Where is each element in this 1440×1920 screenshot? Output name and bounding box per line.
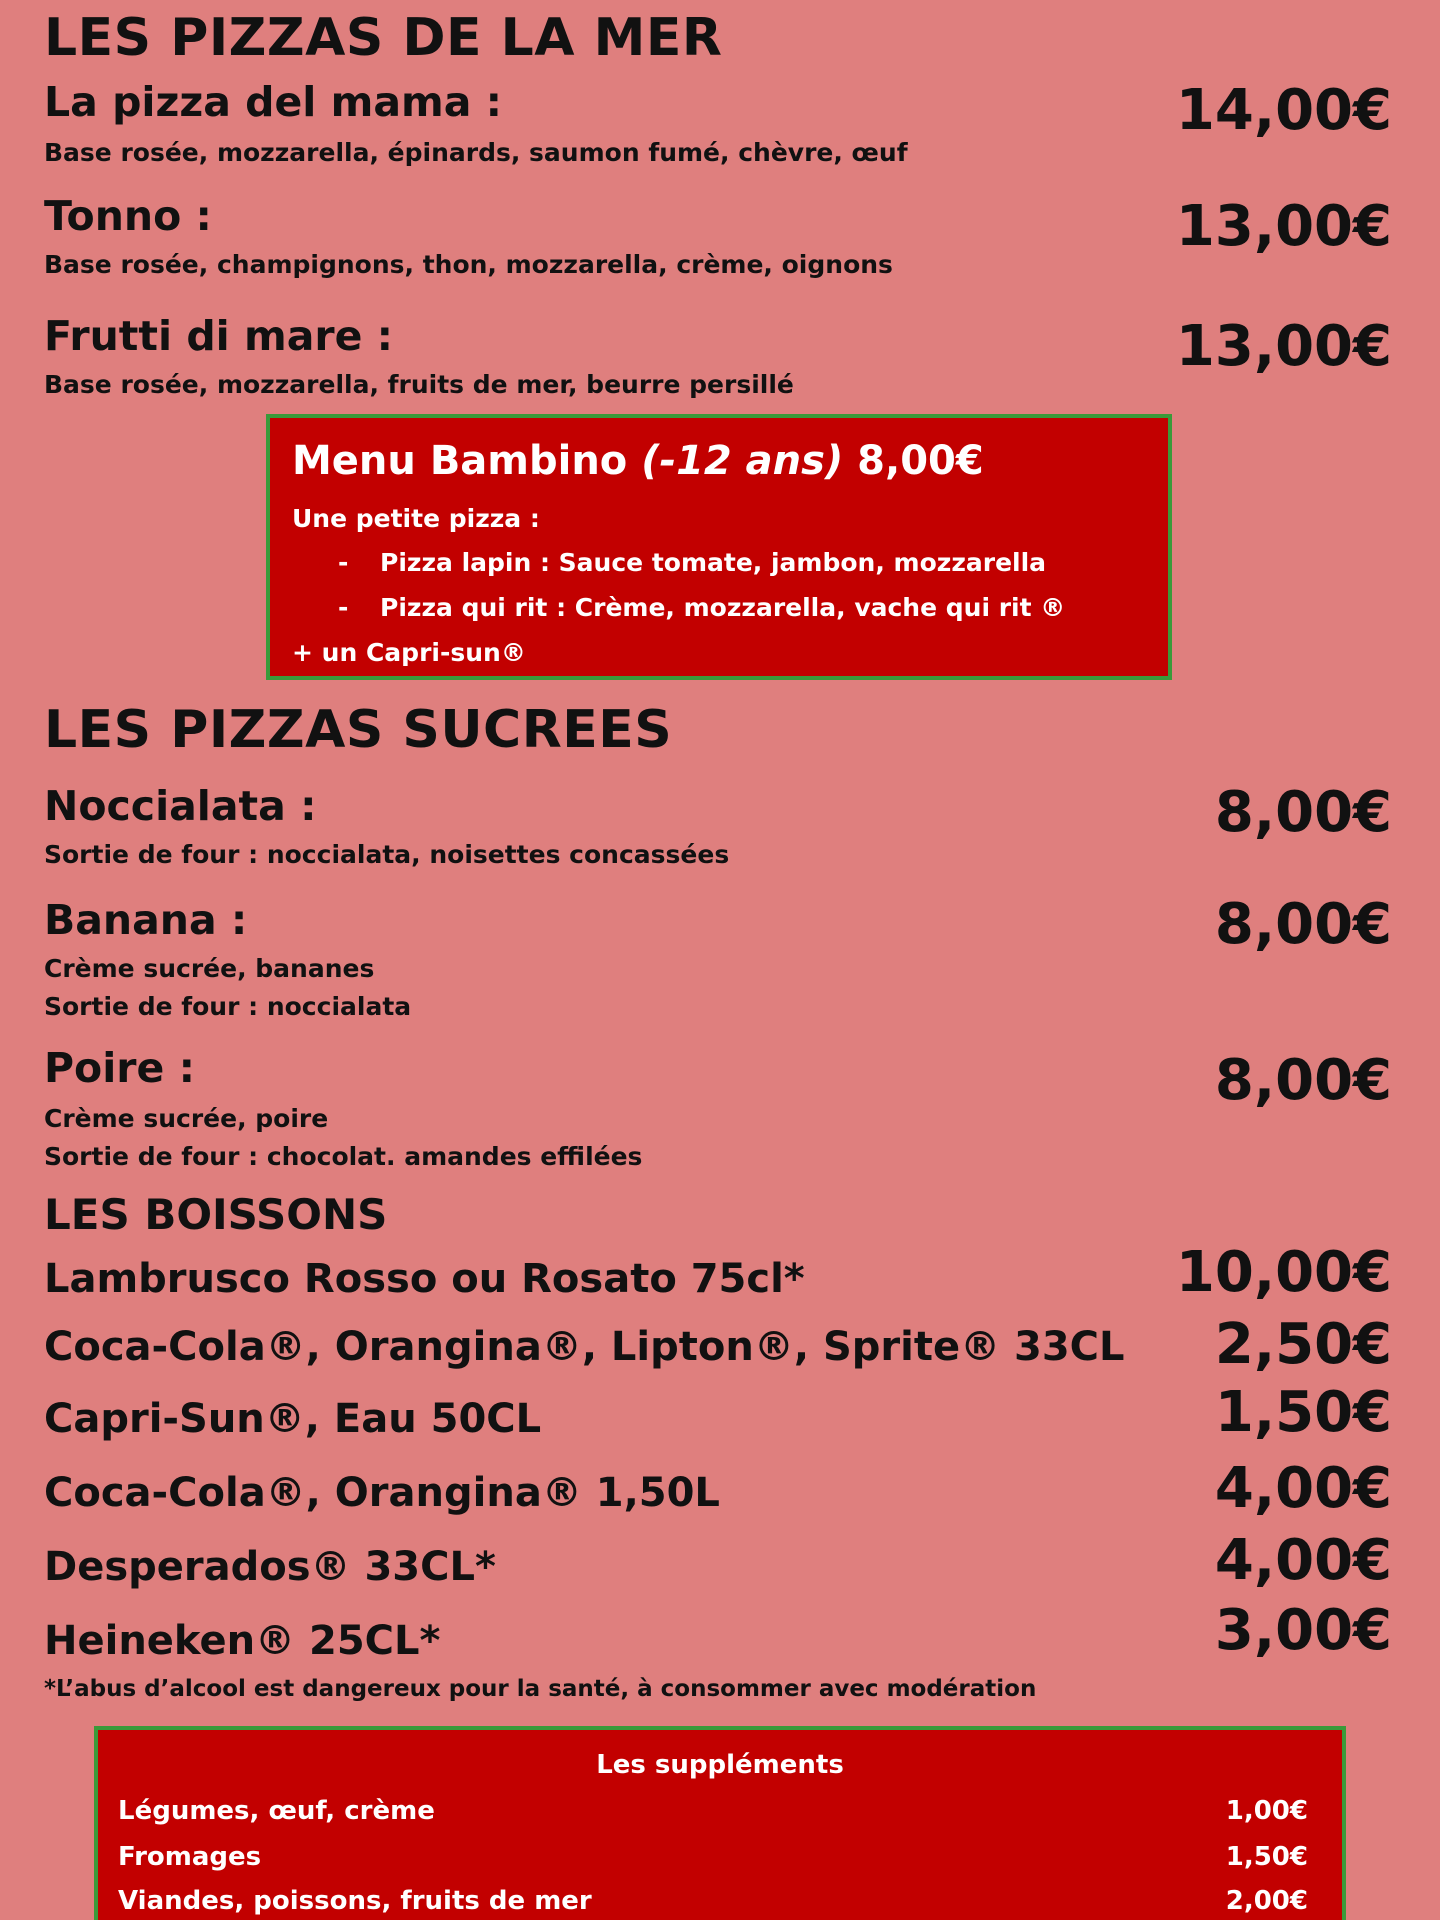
drink-price: 2,50€ [1214, 1312, 1392, 1377]
drink-price: 4,00€ [1214, 1456, 1392, 1521]
supplement-label: Viandes, poissons, fruits de mer [118, 1886, 592, 1916]
alcohol-warning: *L’abus d’alcool est dangereux pour la santé, à consommer avec modération [44, 1676, 1037, 1702]
section-title-drinks: LES BOISSONS [44, 1190, 388, 1239]
item-description: Base rosée, champignons, thon, mozzarella, crème, oignons [44, 250, 893, 279]
drink-name: Capri-Sun®, Eau 50CL [44, 1396, 542, 1442]
drink-price: 4,00€ [1214, 1528, 1392, 1593]
item-name: Tonno : [44, 192, 212, 240]
item-price: 8,00€ [1214, 780, 1392, 845]
supplement-price: 2,00€ [1225, 1886, 1308, 1916]
item-name: Noccialata : [44, 782, 317, 830]
bambino-option: Pizza lapin : Sauce tomate, jambon, mozzarella [380, 548, 1047, 577]
drink-name: Lambrusco Rosso ou Rosato 75cl* [44, 1256, 805, 1302]
item-name: La pizza del mama : [44, 78, 503, 126]
supplements-box [94, 1726, 1346, 1920]
item-name: Banana : [44, 896, 248, 944]
bambino-dash: - [338, 593, 349, 622]
item-description: Base rosée, mozzarella, fruits de mer, beurre persillé [44, 370, 794, 399]
section-title-sweet: LES PIZZAS SUCREES [44, 700, 673, 760]
supplement-price: 1,50€ [1225, 1842, 1308, 1872]
item-description: Crème sucrée, poire [44, 1104, 329, 1133]
item-description: Sortie de four : noccialata [44, 992, 412, 1021]
drink-name: Heineken® 25CL* [44, 1618, 441, 1664]
drink-price: 3,00€ [1214, 1598, 1392, 1663]
drink-name: Coca-Cola®, Orangina®, Lipton®, Sprite® 33CL [44, 1324, 1125, 1370]
item-name: Poire : [44, 1044, 195, 1092]
bambino-age: (-12 ans) [641, 438, 844, 484]
bambino-option: Pizza qui rit : Crème, mozzarella, vache qui rit ® [380, 593, 1066, 622]
supplements-title: Les suppléments [596, 1750, 844, 1780]
drink-name: Desperados® 33CL* [44, 1544, 496, 1590]
bambino-title: Menu Bambino (-12 ans) 8,00€ [292, 438, 984, 484]
item-price: 13,00€ [1175, 314, 1392, 379]
section-title-sea: LES PIZZAS DE LA MER [44, 8, 723, 68]
bambino-intro: Une petite pizza : [292, 504, 540, 533]
drink-name: Coca-Cola®, Orangina® 1,50L [44, 1470, 720, 1516]
supplement-label: Légumes, œuf, crème [118, 1796, 435, 1826]
bambino-dash: - [338, 548, 349, 577]
item-description: Sortie de four : noccialata, noisettes concassées [44, 840, 730, 869]
drink-price: 1,50€ [1214, 1380, 1392, 1445]
item-description: Crème sucrée, bananes [44, 954, 375, 983]
bambino-extra: + un Capri-sun® [292, 638, 526, 667]
supplement-price: 1,00€ [1225, 1796, 1308, 1826]
item-description: Sortie de four : chocolat. amandes effilées [44, 1142, 643, 1171]
item-price: 8,00€ [1214, 892, 1392, 957]
item-name: Frutti di mare : [44, 312, 394, 360]
item-price: 8,00€ [1214, 1048, 1392, 1113]
supplement-label: Fromages [118, 1842, 262, 1872]
item-price: 13,00€ [1175, 194, 1392, 259]
drink-price: 10,00€ [1175, 1240, 1392, 1305]
item-description: Base rosée, mozzarella, épinards, saumon fumé, chèvre, œuf [44, 138, 908, 167]
bambino-price: 8,00€ [843, 438, 984, 484]
bambino-box [266, 414, 1172, 680]
item-price: 14,00€ [1175, 78, 1392, 143]
